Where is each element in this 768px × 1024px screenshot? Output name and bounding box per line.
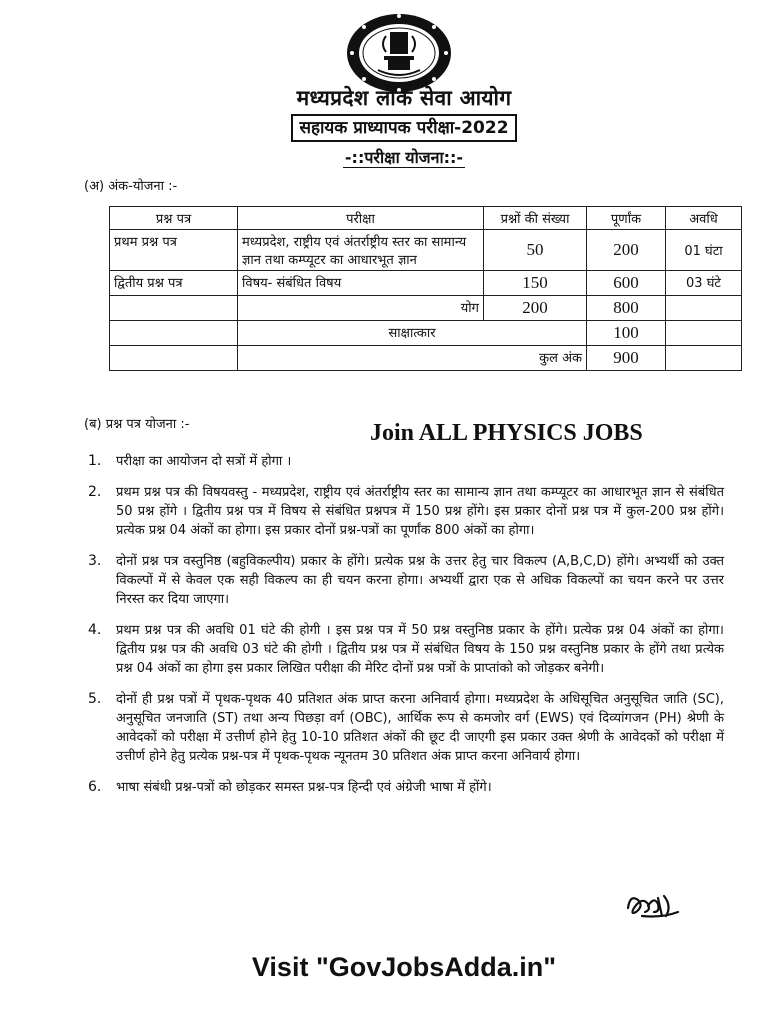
grand-total-row bbox=[110, 346, 742, 371]
total-row bbox=[110, 296, 742, 321]
grand-total-marks: 900 bbox=[587, 346, 666, 371]
list-item bbox=[88, 483, 724, 540]
marks-scheme-table bbox=[109, 206, 742, 371]
item-number: 2. bbox=[88, 484, 102, 500]
questions-cell: 150 bbox=[484, 271, 587, 296]
item-number: 6. bbox=[88, 779, 102, 795]
questions-cell: 50 bbox=[484, 230, 587, 271]
exam-cell: मध्यप्रदेश, राष्ट्रीय एवं अंतर्राष्ट्रीय स्तर का सामान्य ज्ञान तथा कम्प्यूटर का आधारभूत ज्ञान bbox=[238, 230, 484, 271]
interview-row bbox=[110, 321, 742, 346]
total-label: योग bbox=[238, 296, 484, 321]
duration-cell: 01 घंटा bbox=[666, 230, 742, 271]
marks-cell: 200 bbox=[587, 230, 666, 271]
list-item bbox=[88, 778, 724, 797]
rules-list bbox=[88, 452, 724, 809]
column-header: प्रश्न पत्र bbox=[110, 207, 238, 230]
list-item bbox=[88, 452, 724, 471]
marks-cell: 600 bbox=[587, 271, 666, 296]
item-number: 4. bbox=[88, 622, 102, 638]
item-text: परीक्षा का आयोजन दो सत्रों में होगा । bbox=[116, 454, 292, 469]
item-text: प्रथम प्रश्न पत्र की अवधि 01 घंटे की होगी । इस प्रश्न पत्र में 50 प्रश्न वस्तुनिष्ठ प्रकार के होंगे। प्रत्येक प्रश्न 04 अंकों का होगा। द्वितीय प्रश्न पत्र की अवधि 03 घंटे की होगी । द्वितीय प्रश्न पत्र में संबंधित विषय के 150 प्रश्न वस्तुनिष्ठ प्रकार के होंगे तथा प्रत्येक प्रश्न 04 अंकों का होगा इस प्रकार लिखित परीक्षा की मेरिट दोनों प्रश्न पत्रों के प्राप्तांको को जोड़कर बनेगी। bbox=[116, 623, 724, 676]
item-number: 5. bbox=[88, 691, 102, 707]
promo-banner-text: Join ALL PHYSICS JOBS bbox=[370, 420, 643, 446]
paper-cell: प्रथम प्रश्न पत्र bbox=[110, 230, 238, 271]
interview-label: साक्षात्कार bbox=[238, 321, 587, 346]
section-b-title: (ब) प्रश्न पत्र योजना :- bbox=[84, 417, 190, 432]
table-row bbox=[110, 271, 742, 296]
exam-cell: विषय- संबंधित विषय bbox=[238, 271, 484, 296]
item-text: प्रथम प्रश्न पत्र की विषयवस्तु - मध्यप्रदेश, राष्ट्रीय एवं अंतर्राष्ट्रीय स्तर का सामान्य ज्ञान तथा कम्प्यूटर का आधारभूत ज्ञान से संबंधित 50 प्रश्न होंगे । द्वितीय प्रश्न पत्र में विषय से संबंधित प्रश्नपत्र में 150 प्रश्न होंगे। इस प्रकार दोनों प्रश्न पत्र में कुल-200 प्रश्न होंगे। प्रत्येक प्रश्न 04 अंकों का होगा। इस प्रकार दोनों प्रश्न-पत्रों का पूर्णांक 800 अंकों का होगा। bbox=[116, 485, 724, 538]
item-text: दोनों ही प्रश्न पत्रों में पृथक-पृथक 40 प्रतिशत अंक प्राप्त करना अनिवार्य होगा। मध्यप्रदेश के अधिसूचित अनुसूचित जाति (SC), अनुसूचित जनजाति (ST) तथा अन्य पिछड़ा वर्ग (OBC), आर्थिक रूप से कमजोर वर्ग (EWS) एवं दिव्यांगजन (PH) श्रेणी के आवेदकों को परीक्षा में उत्तीर्ण होने हेतु 10-10 प्रतिशत अंकों की छूट दी जाएगी इस प्रकार उक्त श्रेणी के आवेदकों को परीक्षा में उत्तीर्ण होने हेतु प्रत्येक प्रश्न-पत्र में पृथक-पृथक न्यूनतम 30 प्रतिशत अंक प्राप्त करना अनिवार्य होगा। bbox=[116, 692, 724, 764]
item-number: 1. bbox=[88, 453, 102, 469]
organization-title: मध्यप्रदेश लोक सेवा आयोग bbox=[296, 86, 512, 110]
duration-cell: 03 घंटे bbox=[666, 271, 742, 296]
list-item bbox=[88, 552, 724, 609]
total-marks: 800 bbox=[587, 296, 666, 321]
section-a-title: (अ) अंक-योजना :- bbox=[84, 179, 178, 194]
grand-total-label: कुल अंक bbox=[238, 346, 587, 371]
handwritten-signature bbox=[624, 888, 680, 922]
total-questions: 200 bbox=[484, 296, 587, 321]
item-text: भाषा संबंधी प्रश्न-पत्रों को छोड़कर समस्त प्रश्न-पत्र हिन्दी एवं अंग्रेजी भाषा में होंगे। bbox=[116, 780, 492, 795]
interview-marks: 100 bbox=[587, 321, 666, 346]
list-item bbox=[88, 690, 724, 766]
exam-title: सहायक प्राध्यापक परीक्षा-2022 bbox=[291, 114, 516, 142]
footer-website-text: Visit "GovJobsAdda.in" bbox=[251, 952, 557, 982]
column-header: अवधि bbox=[666, 207, 742, 230]
column-header: परीक्षा bbox=[238, 207, 484, 230]
paper-cell: द्वितीय प्रश्न पत्र bbox=[110, 271, 238, 296]
column-header: प्रश्नों की संख्या bbox=[484, 207, 587, 230]
item-number: 3. bbox=[88, 553, 102, 569]
list-item bbox=[88, 621, 724, 678]
column-header: पूर्णांक bbox=[587, 207, 666, 230]
table-row bbox=[110, 230, 742, 271]
scheme-title: -::परीक्षा योजना::- bbox=[344, 148, 464, 167]
table-header-row bbox=[110, 207, 742, 230]
item-text: दोनों प्रश्न पत्र वस्तुनिष्ठ (बहुविकल्पीय) प्रकार के होंगे। प्रत्येक प्रश्न के उत्तर हेतु चार विकल्प (A,B,C,D) होंगे। अभ्यर्थी को उक्त विकल्पों में से केवल एक सही विकल्प का ही चयन करना होगा। अभ्यर्थी द्वारा एक से अधिक विकल्पों का चयन करने पर उत्तर निरस्त कर दिया जाएगा। bbox=[116, 554, 724, 607]
emblem-seal-icon bbox=[344, 12, 454, 94]
